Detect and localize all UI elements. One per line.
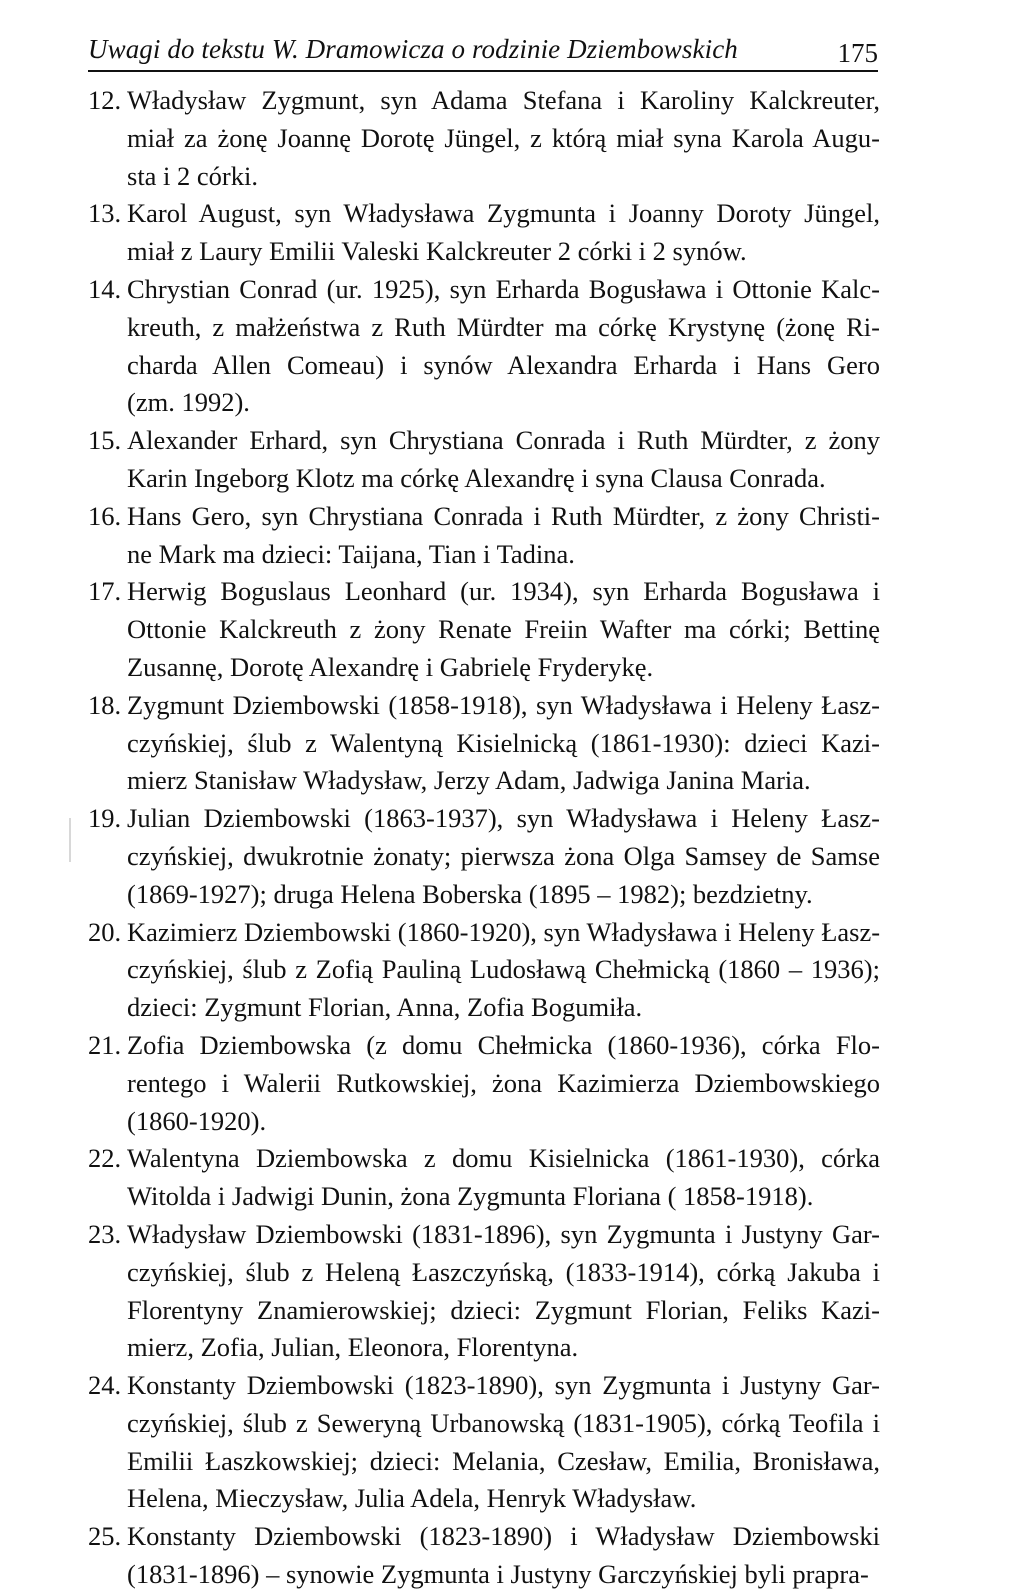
note-line <box>88 762 880 800</box>
note-line <box>88 1518 880 1556</box>
note-text: charda Allen Comeau) i synów Alexandra Erharda i Hans Gero <box>127 349 880 380</box>
note-text: Władysław Zygmunt, syn Adama Stefana i Karoliny Kalckreuter, <box>127 85 880 115</box>
note-line <box>88 460 880 498</box>
note-entry <box>88 687 880 800</box>
note-number: 17. <box>88 576 122 607</box>
note-line <box>88 347 880 385</box>
running-header <box>88 22 878 72</box>
note-text: Kazimierz Dziembowski (1860-1920), syn Władysława i Heleny Łasz- <box>127 916 881 947</box>
note-entry <box>88 800 880 913</box>
note-text: rentego i Walerii Rutkowskiej, żona Kazimierza Dziembowskiego <box>127 1067 880 1098</box>
note-number: 23. <box>88 1218 122 1249</box>
note-text: Herwig Boguslaus Leonhard (ur. 1934), syn Erharda Bogusława i <box>127 576 880 607</box>
note-line <box>88 309 880 347</box>
note-text: Florentyny Znamierowskiej; dzieci: Zygmunt Florian, Feliks Kazi- <box>127 1294 880 1325</box>
note-text: mierz, Zofia, Julian, Eleonora, Florentyna. <box>127 1332 579 1363</box>
note-line <box>88 876 880 914</box>
note-line <box>88 498 880 536</box>
note-text: (1869-1927); druga Helena Boberska (1895 – 1982); bezdzietny. <box>127 878 813 909</box>
note-line <box>88 82 880 120</box>
note-line <box>88 1254 880 1292</box>
note-text: Julian Dziembowski (1863-1937), syn Władysława i Heleny Łasz- <box>127 803 880 834</box>
note-text: Chrystian Conrad (ur. 1925), syn Erharda Bogusława i Ottonie Kalc- <box>127 273 880 304</box>
note-entry <box>88 914 880 1027</box>
page-number: 175 <box>837 38 878 68</box>
note-entry <box>88 195 880 271</box>
note-line <box>88 573 880 611</box>
running-title: Uwagi do tekstu W. Dramowicza o rodzinie Dziembowskich <box>88 34 738 64</box>
note-text: (zm. 1992). <box>127 387 250 418</box>
note-line <box>88 1405 880 1443</box>
note-text: czyńskiej, ślub z Heleną Łaszczyńską, (1833-1914), córką Jakuba i <box>127 1256 880 1287</box>
note-text: czyńskiej, dwukrotnie żonaty; pierwsza żona Olga Samsey de Samse <box>127 840 880 871</box>
note-text: mierz Stanisław Władysław, Jerzy Adam, Jadwiga Janina Maria. <box>127 765 811 796</box>
note-line <box>88 1292 880 1330</box>
note-line <box>88 233 880 271</box>
note-text: Zygmunt Dziembowski (1858-1918), syn Władysława i Heleny Łasz- <box>127 689 880 720</box>
note-text: ne Mark ma dzieci: Taijana, Tian i Tadina. <box>127 538 575 569</box>
note-text: Hans Gero, syn Chrystiana Conrada i Ruth Mürdter, z żony Christi- <box>127 500 880 531</box>
note-text: Karol August, syn Władysława Zygmunta i Joanny Doroty Jüngel, <box>127 198 880 229</box>
note-number: 20. <box>88 916 122 947</box>
note-text: Władysław Dziembowski (1831-1896), syn Zygmunta i Justyny Gar- <box>127 1218 880 1249</box>
note-line <box>88 914 880 952</box>
note-number: 16. <box>88 500 122 531</box>
note-text: Walentyna Dziembowska z domu Kisielnicka (1861-1930), córka <box>127 1143 880 1174</box>
note-entry <box>88 1216 880 1367</box>
note-number: 15. <box>88 425 122 456</box>
note-number: 24. <box>88 1370 122 1401</box>
note-text: Karin Ingeborg Klotz ma córkę Alexandrę i syna Clausa Conrada. <box>127 462 826 493</box>
note-text: (1831-1896) – synowie Zygmunta i Justyny Garczyńskiej byli prapra- <box>127 1559 869 1590</box>
genealogy-notes-list <box>88 82 880 1594</box>
note-line <box>88 1329 880 1367</box>
note-line <box>88 120 880 158</box>
note-number: 18. <box>88 689 122 720</box>
note-entry <box>88 82 880 195</box>
note-line <box>88 1178 880 1216</box>
note-text: Ottonie Kalckreuth z żony Renate Freiin Wafter ma córki; Bettinę <box>127 614 880 645</box>
note-text: Konstanty Dziembowski (1823-1890) i Władysław Dziembowski <box>127 1521 880 1552</box>
note-line <box>88 725 880 763</box>
note-text: sta i 2 córki. <box>127 160 258 191</box>
scan-margin-mark <box>69 818 71 862</box>
note-line <box>88 1216 880 1254</box>
note-line <box>88 838 880 876</box>
note-entry <box>88 1518 880 1594</box>
note-text: dzieci: Zygmunt Florian, Anna, Zofia Bogumiła. <box>127 992 643 1023</box>
note-line <box>88 1480 880 1518</box>
note-number: 25. <box>88 1521 122 1552</box>
note-line <box>88 1140 880 1178</box>
note-line <box>88 1103 880 1141</box>
note-line <box>88 687 880 725</box>
note-number: 12. <box>88 85 122 115</box>
note-text: czyńskiej, ślub z Zofią Pauliną Ludosławą Chełmicką (1860 – 1936); <box>127 954 880 985</box>
note-text: miał z Laury Emilii Valeski Kalckreuter 2 córki i 2 synów. <box>127 236 747 267</box>
note-line <box>88 384 880 422</box>
note-line <box>88 989 880 1027</box>
note-text: Zusannę, Dorotę Alexandrę i Gabrielę Fryderykę. <box>127 651 654 682</box>
note-text: (1860-1920). <box>127 1105 267 1136</box>
note-text: Konstanty Dziembowski (1823-1890), syn Zygmunta i Justyny Gar- <box>127 1370 880 1401</box>
note-entry <box>88 573 880 686</box>
note-number: 19. <box>88 803 122 834</box>
note-line <box>88 1027 880 1065</box>
note-entry <box>88 1367 880 1518</box>
note-line <box>88 800 880 838</box>
note-line <box>88 951 880 989</box>
note-text: Witolda i Jadwigi Dunin, żona Zygmunta Floriana ( 1858-1918). <box>127 1181 814 1212</box>
note-line <box>88 1556 880 1594</box>
note-line <box>88 649 880 687</box>
note-text: czyńskiej, ślub z Seweryną Urbanowską (1831-1905), córką Teofila i <box>127 1407 880 1438</box>
note-line <box>88 271 880 309</box>
note-line <box>88 611 880 649</box>
note-text: miał za żonę Joannę Dorotę Jüngel, z którą miał syna Karola Augu- <box>127 122 880 153</box>
note-number: 14. <box>88 273 122 304</box>
note-line <box>88 1065 880 1103</box>
note-line <box>88 1443 880 1481</box>
note-line <box>88 536 880 574</box>
note-text: kreuth, z małżeństwa z Ruth Mürdter ma córkę Krystynę (żonę Ri- <box>127 311 880 342</box>
note-line <box>88 195 880 233</box>
note-entry <box>88 1027 880 1140</box>
note-entry <box>88 422 880 498</box>
note-number: 13. <box>88 198 122 229</box>
note-text: Zofia Dziembowska (z domu Chełmicka (1860-1936), córka Flo- <box>127 1029 880 1060</box>
note-text: Alexander Erhard, syn Chrystiana Conrada i Ruth Mürdter, z żony <box>127 425 880 456</box>
note-line <box>88 422 880 460</box>
note-entry <box>88 498 880 574</box>
note-entry <box>88 271 880 422</box>
note-line <box>88 158 880 196</box>
note-text: Emilii Łaszkowskiej; dzieci: Melania, Czesław, Emilia, Bronisława, <box>127 1445 880 1476</box>
note-text: Helena, Mieczysław, Julia Adela, Henryk Władysław. <box>127 1483 697 1514</box>
note-entry <box>88 1140 880 1216</box>
note-line <box>88 1367 880 1405</box>
note-number: 21. <box>88 1029 122 1060</box>
note-text: czyńskiej, ślub z Walentyną Kisielnicką (1861-1930): dzieci Kazi- <box>127 727 880 758</box>
note-number: 22. <box>88 1143 122 1174</box>
